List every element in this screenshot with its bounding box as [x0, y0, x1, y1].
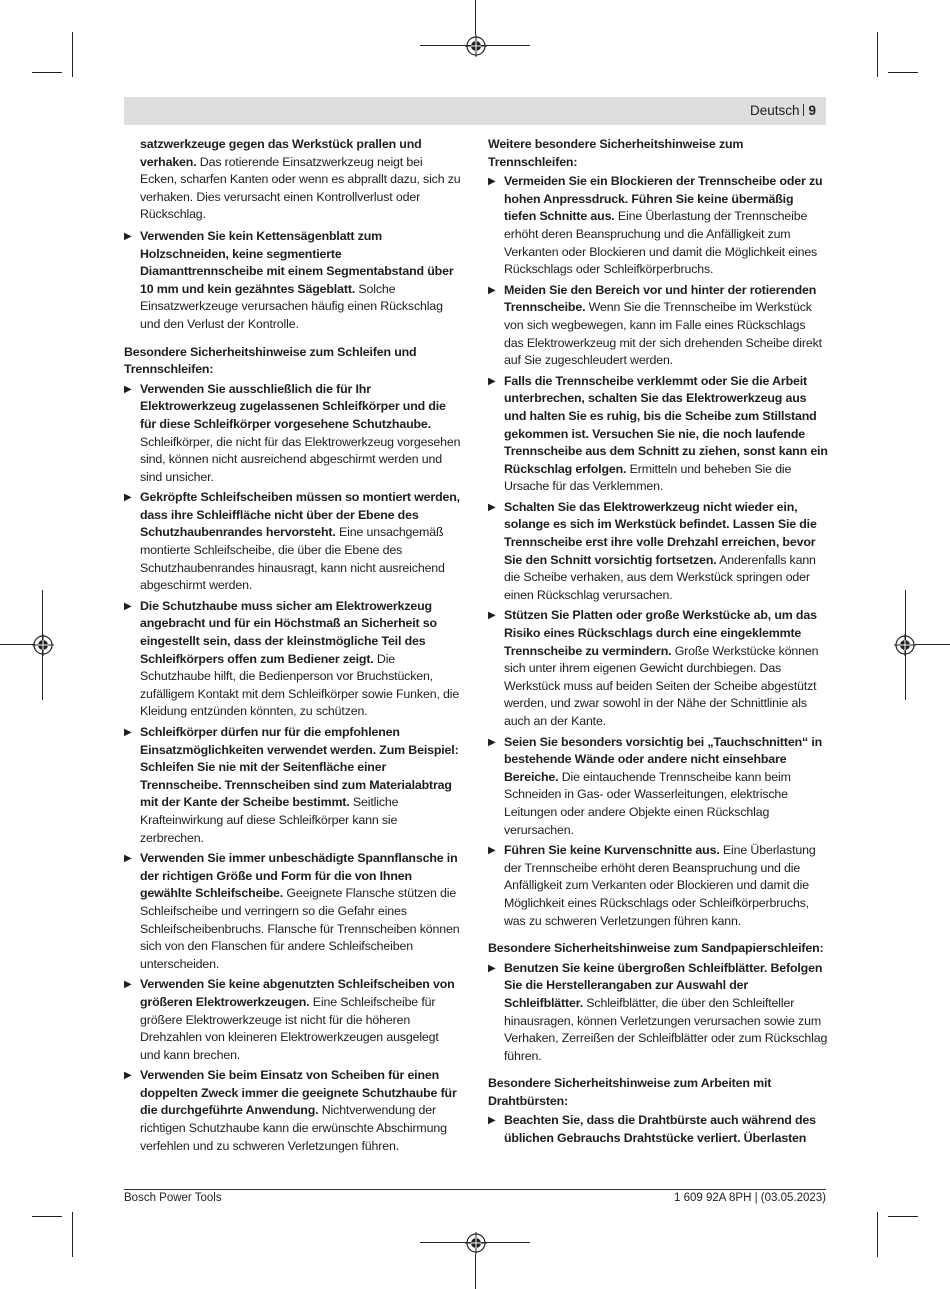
- list-item: ▶ Falls die Trennscheibe verklemmt oder Sie die Arbeit unterbrechen, schalten Sie das Elektrowerkzeug aus und halten Sie es ruhig, bis die Scheibe zum Stillstand gekommen ist. Versuchen Sie nie, die noch laufende Trennscheibe aus dem Schnitt zu ziehen, sonst kann ein Rückschlag erfolgen. Ermitteln und beheben Sie die Ursache für das Verklemmen.: [488, 373, 828, 494]
- crop-mark: [72, 32, 73, 77]
- crop-mark: [475, 0, 476, 35]
- crop-mark: [32, 72, 62, 73]
- registration-mark-icon: [894, 634, 916, 656]
- crop-mark: [475, 1254, 476, 1289]
- crop-mark: [915, 644, 950, 645]
- right-column: [488, 136, 828, 1151]
- list-item: ▶ Verwenden Sie beim Einsatz von Scheiben für einen doppelten Zweck immer die geeignete Schutzhaube für die durchgeführte Anwendung. Nichtverwendung der richtigen Schutzhaube kann die erwünschte Abschirmung verfehlen und zu schweren Verletzungen führen.: [124, 1068, 457, 1153]
- bullet-triangle-icon: ▶: [488, 736, 496, 748]
- registration-mark-icon: [465, 1232, 487, 1254]
- bullet-triangle-icon: ▶: [124, 492, 132, 504]
- footer-rule: [124, 1189, 826, 1190]
- continued-paragraph: satzwerkzeuge gegen das Werkstück prallen und verhaken. Das rotierende Einsatzwerkzeug neigt bei Ecken, scharfen Kanten oder wenn es abprallt dazu, sich zu verhaken. Dies verursacht einen Kontrollverlust oder Rückschlag.: [140, 137, 461, 222]
- bullet-triangle-icon: ▶: [124, 979, 132, 991]
- list-item: ▶ Verwenden Sie ausschließlich die für Ihr Elektrowerkzeug zugelassenen Schleifkörper und die für diese Schleifkörper vorgesehene Schutzhaube. Schleifkörper, die nicht für das Elektrowerkzeug vorgesehen sind, können nicht ausreichend abgeschirmt werden und sind unsicher.: [124, 381, 461, 484]
- section-heading: Weitere besondere Sicherheitshinweise zum Trennschleifen:: [488, 137, 744, 169]
- footer-brand: Bosch Power Tools: [124, 1192, 222, 1204]
- bullet-triangle-icon: ▶: [124, 230, 132, 242]
- list-item: ▶ Benutzen Sie keine übergroßen Schleifblätter. Befolgen Sie die Herstellerangaben zur Auswahl der Schleifblätter. Schleifblätter, die über den Schleifteller hinausragen, können Verletzungen verursachen sowie zum Verhaken, Zerreißen der Schleifblätter oder zum Rückschlag führen.: [488, 960, 828, 1063]
- header-label: [750, 103, 816, 118]
- list-item: ▶ Seien Sie besonders vorsichtig bei „Tauchschnitten“ in bestehende Wände oder andere nicht einsehbare Bereiche. Die eintauchende Trennscheibe kann beim Schneiden in Gas- oder Wasserleitungen, elektrische Leitungen oder andere Objekte einen Rückschlag verursachen.: [488, 734, 823, 837]
- section-heading: Besondere Sicherheitshinweise zum Schleifen und Trennschleifen:: [124, 344, 417, 377]
- bullet-triangle-icon: ▶: [488, 962, 496, 974]
- list-item: ▶ Schalten Sie das Elektrowerkzeug nicht wieder ein, solange es sich im Werkstück befindet. Lassen Sie die Trennscheibe erst ihre volle Drehzahl erreichen, bevor Sie den Schnitt vorsichtig fortsetzen. Anderenfalls kann die Scheibe verhaken, aus dem Werkstück springen oder einen Rückschlag verursachen.: [488, 499, 817, 602]
- list-item: ▶ Beachten Sie, dass die Drahtbürste auch während des üblichen Gebrauchs Drahtstücke verliert. Überlasten: [488, 1113, 816, 1146]
- crop-mark: [888, 1216, 918, 1217]
- bullet-triangle-icon: ▶: [488, 284, 496, 296]
- section-heading: Besondere Sicherheitshinweise zum Arbeiten mit Drahtbürsten:: [488, 1076, 772, 1108]
- bullet-triangle-icon: ▶: [488, 501, 496, 513]
- list-item: ▶ Meiden Sie den Bereich vor und hinter der rotierenden Trennscheibe. Wenn Sie die Trennscheibe im Werkstück von sich wegbewegen, kann im Falle eines Rückschlags das Elektrowerkzeug mit der sich drehenden Scheibe direkt auf Sie zugeschleudert werden.: [488, 282, 822, 368]
- list-item: ▶ Verwenden Sie keine abgenutzten Schleifscheiben von größeren Elektrowerkzeugen. Eine Schleifscheibe für größere Elektrowerkzeuge ist nicht für die höheren Drehzahlen von kleineren Elektrowerkzeugen ausgelegt und kann brechen.: [124, 977, 455, 1062]
- list-item: ▶ Verwenden Sie kein Kettensägenblatt zum Holzschneiden, keine segmentierte Diamanttrennscheibe mit einem Segmentabstand über 10 mm und kein gezähntes Sägeblatt. Solche Einsatzwerkzeuge verursachen häufig einen Rückschlag und den Verlust der Kontrolle.: [124, 228, 454, 331]
- page-header: [124, 97, 826, 125]
- bullet-triangle-icon: ▶: [124, 383, 132, 395]
- crop-mark: [877, 32, 878, 77]
- list-item: ▶ Führen Sie keine Kurvenschnitte aus. Eine Überlastung der Trennscheibe erhöht deren Beanspruchung und die Anfälligkeit zum Verkanten oder Blockieren und damit die Möglichkeit eines Rückschlags oder Schleifkörperbruchs, was zu schweren Verletzungen führen kann.: [488, 843, 816, 928]
- crop-mark: [877, 1212, 878, 1257]
- footer-doc-ref: 1 609 92A 8PH | (03.05.2023): [674, 1192, 826, 1204]
- bullet-triangle-icon: ▶: [488, 1115, 496, 1127]
- bullet-triangle-icon: ▶: [124, 1070, 132, 1082]
- left-column: [124, 136, 461, 1158]
- registration-mark-icon: [32, 634, 54, 656]
- bullet-triangle-icon: ▶: [488, 610, 496, 622]
- list-item: ▶ Gekröpfte Schleifscheiben müssen so montiert werden, dass ihre Schleiffläche nicht über der Ebene des Schutzhaubenrandes hervorsteht. Eine unsachgemäß montierte Schleifscheibe, die über die Ebene des Schutzhaubenrandes hinausragt, kann nicht ausreichend abgeschirmt werden.: [124, 490, 460, 593]
- page-number: 9: [808, 103, 816, 118]
- registration-mark-icon: [465, 35, 487, 57]
- list-item: ▶ Vermeiden Sie ein Blockieren der Trennscheibe oder zu hohen Anpressdruck. Führen Sie keine übermäßig tiefen Schnitte aus. Eine Überlastung der Trennscheibe erhöht deren Beanspruchung und die Anfälligkeit zum Verkanten oder Blockieren und damit die Möglichkeit eines Rückschlags oder Schleifkörperbruchs.: [488, 174, 823, 277]
- bullet-triangle-icon: ▶: [124, 600, 132, 612]
- section-heading: Besondere Sicherheitshinweise zum Sandpapierschleifen:: [488, 941, 824, 956]
- crop-mark: [0, 644, 35, 645]
- list-item: ▶ Schleifkörper dürfen nur für die empfohlenen Einsatzmöglichkeiten verwendet werden. Zum Beispiel: Schleifen Sie nie mit der Seitenfläche einer Trennscheibe. Trennscheiben sind zum Materialabtrag mit der Kante der Scheibe bestimmt. Seitliche Krafteinwirkung auf diese Schleifkörper kann sie zerbrechen.: [124, 725, 459, 845]
- header-language: Deutsch: [749, 103, 800, 118]
- list-item: ▶ Stützen Sie Platten oder große Werkstücke ab, um das Risiko eines Rückschlags durch eine eingeklemmte Trennscheibe zu vermindern. Große Werkstücke können sich unter ihrem eigenen Gewicht durchbiegen. Das Werkstück muss auf beiden Seiten der Scheibe abgestützt werden, und zwar sowohl in der Nähe der Schnittlinie als auch an der Kante.: [488, 608, 819, 728]
- list-item: ▶ Verwenden Sie immer unbeschädigte Spannflansche in der richtigen Größe und Form für die von Ihnen gewählte Schleifscheibe. Geeignete Flansche stützen die Schleifscheibe und verringern so die Gefahr eines Schleifscheibenbruchs. Flansche für Trennscheiben können sich von den Flanschen für andere Schleifscheiben unterscheiden.: [124, 851, 460, 971]
- list-item: ▶ Die Schutzhaube muss sicher am Elektrowerkzeug angebracht und für ein Höchstmaß an Sicherheit so eingestellt sein, dass der kleinstmögliche Teil des Schleifkörpers offen zum Bediener zeigt. Die Schutzhaube hilft, die Bedienperson vor Bruchstücken, zufälligem Kontakt mit dem Schleifkörper sowie Funken, die Kleidung entzünden könnten, zu schützen.: [124, 598, 460, 719]
- bullet-triangle-icon: ▶: [488, 845, 496, 857]
- crop-mark: [72, 1212, 73, 1257]
- crop-mark: [32, 1216, 62, 1217]
- crop-mark: [888, 72, 918, 73]
- bullet-triangle-icon: ▶: [488, 375, 496, 387]
- bullet-triangle-icon: ▶: [488, 176, 496, 188]
- bullet-triangle-icon: ▶: [124, 853, 132, 865]
- header-separator: [803, 104, 804, 116]
- bullet-triangle-icon: ▶: [124, 727, 132, 738]
